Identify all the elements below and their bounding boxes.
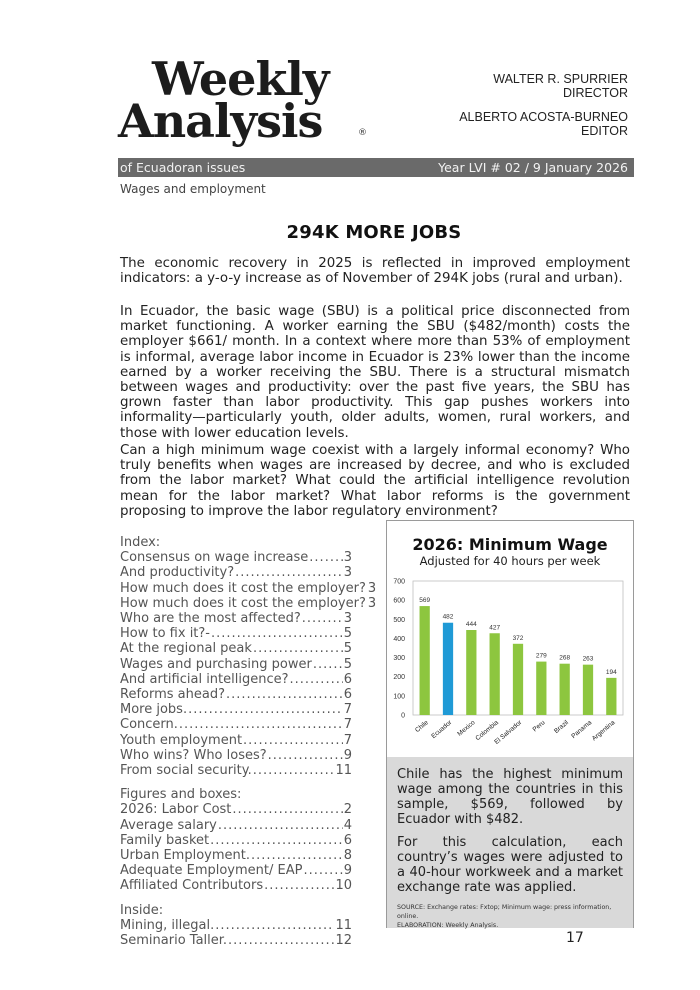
x-tick-label: Brazil: [552, 719, 570, 735]
leader-dots: [253, 641, 343, 656]
y-tick-label: 400: [393, 635, 405, 643]
data-label: 194: [605, 668, 617, 676]
data-label: 263: [582, 655, 594, 663]
index-item-page: 5: [343, 656, 352, 672]
index-item-label: And artificial intelligence?: [120, 671, 289, 687]
inside-item-label: Seminario Taller.: [120, 933, 228, 949]
index-item: [120, 580, 377, 596]
leader-dots: [268, 748, 343, 763]
data-label: 427: [489, 624, 501, 632]
article-title: 294K MORE JOBS: [286, 222, 462, 243]
leader-dots: [302, 611, 343, 626]
article-paragraph: Can a high minimum wage coexist with a largely informal economy? Who truly benefits when wages are increased by decree, and who is excluded from the labor market? What could the artificial intelligence revolution mean for the labor market? What labor reforms is the government proposing to improve the labor regulatory environment?: [120, 443, 630, 519]
index-item-page: 5: [343, 641, 352, 657]
index-item-label: Consensus on wage increase: [120, 550, 309, 566]
data-label: 482: [442, 613, 454, 621]
leader-dots: [218, 818, 343, 833]
article-paragraph: In Ecuador, the basic wage (SBU) is a political price disconnected from market functioning. A worker earning the SBU ($482/month) costs the employer $661/ month. In a context where more than 53% of employment is informal, average labor income in Ecuador is 23% lower than the income earned by a worker receiving the SBU. There is a structural mismatch between wages and productivity: over the past five years, the SBU has grown faster than labor productivity. This gap pushes workers into informality—particularly youth, older adults, women, rural workers, and those with lower education levels.: [120, 304, 630, 441]
figure-item: [120, 878, 352, 893]
figure-item-page: 2: [343, 802, 352, 818]
figure-item-label: Family basket: [120, 832, 210, 848]
logo-line-2: Analysis: [118, 94, 323, 148]
figure-item-label: Affiliated Contributors: [120, 878, 264, 894]
bar-mexico: [466, 630, 476, 715]
leader-dots: [232, 802, 342, 817]
x-tick-label: El Salvador: [493, 719, 524, 746]
index-item: [120, 626, 352, 641]
masthead-staff: [388, 72, 628, 138]
index-item: [120, 657, 352, 672]
figure-item-page: 6: [343, 832, 352, 848]
index-item-page: 3: [343, 565, 352, 581]
y-tick-label: 100: [393, 693, 405, 701]
index-item-label: Wages and purchasing power: [120, 656, 312, 672]
registered-mark: ®: [358, 128, 367, 138]
bar-brazil: [560, 664, 570, 715]
leader-dots: [179, 717, 343, 732]
figure-item-label: 2026: Labor Cost: [120, 802, 232, 818]
data-label: 279: [535, 652, 547, 660]
index-item-page: 7: [343, 702, 352, 718]
index-item: [120, 550, 352, 565]
figure-item: [120, 802, 352, 817]
figure-item-page: 10: [335, 878, 352, 894]
chart-title: 2026: Minimum Wage: [412, 535, 608, 554]
index-item-page: 6: [343, 671, 352, 687]
leader-dots: [264, 878, 334, 893]
data-label: 444: [465, 621, 477, 629]
figure-item-label: Urban Employment.: [120, 848, 250, 864]
data-label: 372: [512, 634, 524, 642]
y-tick-label: 200: [393, 674, 405, 682]
y-tick-label: 500: [393, 616, 405, 624]
x-tick-label: Panama: [570, 719, 594, 741]
issue-banner: [118, 158, 634, 177]
figure-item-label: Average salary: [120, 817, 217, 833]
caption-paragraph: For this calculation, each country’s wages were adjusted to a 40-hour workweek and a market exchange rate was applied.: [397, 835, 623, 895]
index-item-page: 7: [343, 732, 352, 748]
index-item-label: Concern.: [120, 717, 178, 733]
figure-item: [120, 833, 352, 848]
index-item: [120, 595, 377, 611]
index-item-label: From social security.: [120, 763, 252, 779]
figure-item: [120, 848, 352, 863]
caption-paragraph: Chile has the highest minimum wage among the countries in this sample, $569, followed by Ecuador with $482.: [397, 767, 623, 827]
minimum-wage-bar-chart: [387, 571, 633, 761]
inside-item: [120, 933, 352, 948]
chart-subtitle: Adjusted for 40 hours per week: [419, 554, 601, 568]
index-item-page: 7: [343, 717, 352, 733]
minimum-wage-figure: [386, 520, 634, 928]
bar-colombia: [490, 633, 500, 715]
bar-el-salvador: [513, 644, 523, 715]
y-tick-label: 0: [401, 712, 405, 720]
index-item-label: How much does it cost the employer?: [120, 580, 366, 596]
x-tick-label: Mexico: [456, 719, 477, 738]
staff-name: WALTER R. SPURRIER: [493, 72, 628, 86]
inside-item-page: 12: [335, 933, 352, 949]
inside-item-label: Mining, illegal.: [120, 917, 215, 933]
inside-item: [120, 918, 352, 933]
bar-panama: [583, 665, 593, 715]
leader-dots: [251, 848, 343, 863]
index-item-label: Who wins? Who loses?: [120, 747, 267, 763]
figure-item: [120, 863, 352, 878]
leader-dots: [188, 702, 343, 717]
bar-ecuador: [443, 623, 453, 715]
leader-dots: [243, 733, 343, 748]
index-item: [120, 641, 352, 656]
figures-heading: Figures and boxes:: [120, 787, 242, 803]
y-tick-label: 300: [393, 655, 405, 663]
issue-number: Year LVI # 02 / 9 January 2026: [438, 160, 628, 175]
figure-item-label: Adequate Employment/ EAP: [120, 863, 303, 879]
index-item: [120, 672, 352, 687]
index-item: [120, 687, 352, 702]
x-tick-label: Peru: [531, 719, 547, 734]
article-paragraph: The economic recovery in 2025 is reflected in improved employment indicators: a y-o-y increase as of November of 294K jobs (rural and urban).: [120, 256, 630, 287]
index-item-page: 3: [367, 580, 377, 596]
index-item: [120, 702, 352, 717]
figure-item-page: 9: [343, 863, 352, 879]
logo-line-1: Weekly: [152, 52, 329, 106]
leader-dots: [313, 657, 343, 672]
figure-item-page: 8: [343, 848, 352, 864]
index-item-page: 5: [343, 626, 352, 642]
leader-dots: [309, 550, 342, 565]
index-item: [120, 611, 352, 626]
index-item-label: And productivity?: [120, 565, 235, 581]
staff-name: ALBERTO ACOSTA-BURNEO: [459, 110, 628, 124]
banner-tagline: of Ecuadoran issues: [120, 160, 246, 175]
source-note: SOURCE: Exchange rates: Fxtop; Minimum wage: press information, online.: [397, 904, 612, 920]
index-item-page: 3: [343, 550, 352, 566]
inside-heading: Inside:: [120, 902, 164, 918]
y-tick-label: 600: [393, 597, 405, 605]
page-number: 17: [566, 930, 584, 946]
leader-dots: [226, 687, 343, 702]
index-item-page: 6: [343, 687, 352, 703]
index-item: [120, 763, 352, 778]
inside-item-page: 11: [335, 917, 352, 933]
leader-dots: [290, 672, 343, 687]
index-item-label: Reforms ahead?: [120, 687, 225, 703]
weekly-analysis-logo: [118, 52, 378, 152]
index-item: [120, 748, 352, 763]
leader-dots: [303, 863, 342, 878]
index-item-label: At the regional peak: [120, 641, 252, 657]
leader-dots: [215, 918, 334, 933]
index-item-label: How much does it cost the employer?: [120, 595, 366, 611]
bar-peru: [536, 662, 546, 715]
index-item: [120, 733, 352, 748]
index-item-label: How to fix it?-: [120, 626, 210, 642]
index-item-page: 3: [367, 595, 377, 611]
index-item: [120, 565, 352, 580]
table-of-contents: [120, 535, 377, 949]
index-item-page: 11: [335, 763, 352, 779]
index-item-label: Who are the most affected?: [120, 611, 301, 627]
index-item: [120, 717, 352, 732]
index-item-label: Youth employment: [120, 732, 243, 748]
index-heading: Index:: [120, 535, 161, 550]
figure-item-page: 4: [343, 817, 352, 833]
leader-dots: [210, 833, 343, 848]
leader-dots: [253, 763, 335, 778]
section-label: Wages and employment: [120, 182, 266, 196]
x-tick-label: Ecuador: [430, 719, 454, 741]
staff-role: DIRECTOR: [562, 86, 628, 100]
staff-role: EDITOR: [581, 124, 628, 138]
x-tick-label: Argentina: [590, 719, 617, 743]
bar-chile: [420, 606, 430, 715]
figure-item: [120, 818, 352, 833]
y-tick-label: 700: [393, 578, 405, 586]
bar-argentina: [606, 678, 616, 715]
figure-caption: [387, 757, 633, 928]
data-label: 569: [419, 597, 431, 605]
leader-dots: [211, 626, 343, 641]
data-label: 268: [559, 654, 571, 662]
x-tick-label: Chile: [414, 719, 430, 735]
index-item-page: 3: [343, 611, 352, 627]
index-item-page: 9: [343, 747, 352, 763]
x-tick-label: Colombia: [474, 719, 500, 743]
leader-dots: [235, 565, 343, 580]
elaboration-note: ELABORATION: Weekly Analysis.: [397, 922, 499, 929]
index-item-label: More jobs.: [120, 702, 188, 718]
leader-dots: [228, 933, 334, 948]
